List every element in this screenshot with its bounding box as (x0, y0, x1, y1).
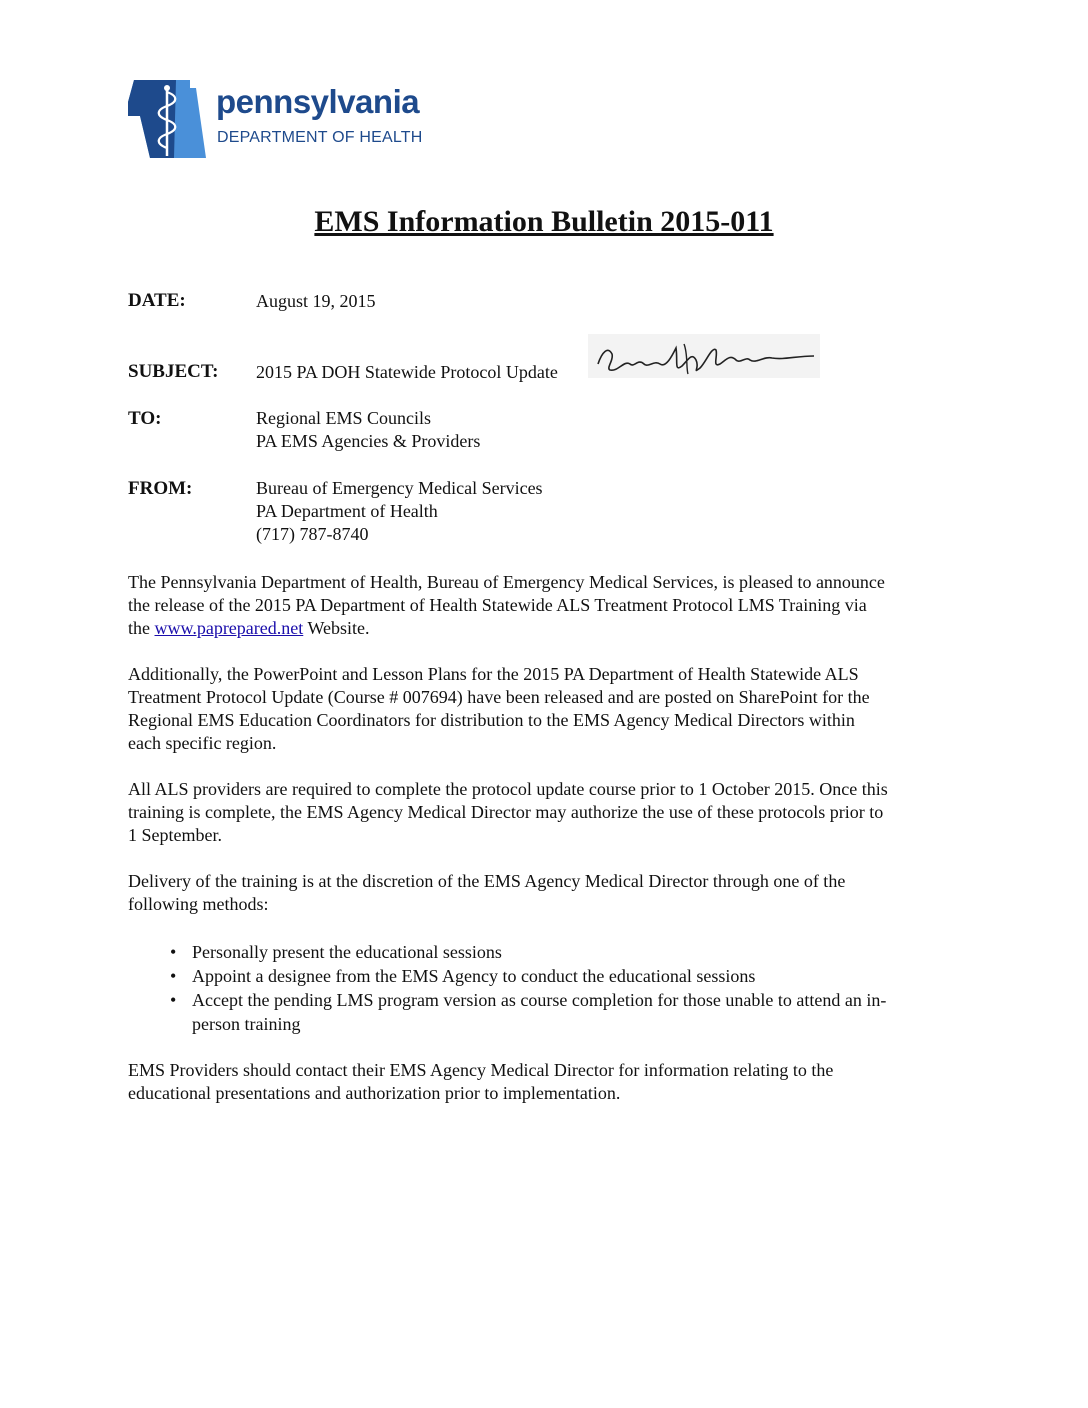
signature (588, 334, 820, 378)
to-line: Regional EMS Councils (256, 408, 431, 428)
to-label: TO: (128, 408, 162, 429)
from-phone: (717) 787-8740 (256, 524, 369, 544)
list-item (128, 964, 968, 988)
paragraph-contact (128, 1059, 968, 1105)
list-item-text: Appoint a designee from the EMS Agency to conduct the educational sessions (192, 966, 756, 986)
text-line: Regional EMS Education Coordinators for distribution to the EMS Agency Medical Directors within (128, 710, 855, 730)
date-value: August 19, 2015 (256, 291, 376, 311)
text-line: EMS Providers should contact their EMS Agency Medical Director for information relating to the (128, 1060, 834, 1080)
bulletin-title: EMS Information Bulletin 2015-011 (314, 205, 774, 238)
text-line: All ALS providers are required to complete the protocol update course prior to 1 October 2015. Once this (128, 779, 888, 799)
paragraph-announcement (128, 571, 968, 640)
text-line: each specific region. (128, 733, 277, 753)
text-line: the release of the 2015 PA Department of Health Statewide ALS Treatment Protocol LMS Training via (128, 595, 867, 615)
text-line: following methods: (128, 894, 269, 914)
subject-label: SUBJECT: (128, 361, 219, 382)
text-line (128, 617, 968, 640)
paragraph-powerpoint (128, 663, 968, 755)
methods-list (128, 940, 968, 1036)
text-line: Treatment Protocol Update (Course # 007694) have been released and are posted on SharePoint for the (128, 687, 870, 707)
text-span: the (128, 618, 150, 638)
list-item-text: person training (192, 1014, 301, 1034)
to-line: PA EMS Agencies & Providers (256, 431, 481, 451)
text-line: training is complete, the EMS Agency Medical Director may authorize the use of these protocols prior to (128, 802, 884, 822)
list-item-text: Accept the pending LMS program version as course completion for those unable to attend an in- (192, 990, 887, 1010)
logo-department: DEPARTMENT OF HEALTH (217, 129, 423, 146)
text-line: educational presentations and authorization prior to implementation. (128, 1083, 621, 1103)
from-sender (256, 477, 543, 546)
text-line: Additionally, the PowerPoint and Lesson Plans for the 2015 PA Department of Health Statewide ALS (128, 664, 859, 684)
bullet-icon: • (170, 942, 177, 962)
text-line: 1 September. (128, 825, 222, 845)
paprepared-link[interactable]: www.paprepared.net (154, 618, 304, 638)
pa-doh-logo (126, 78, 456, 160)
logo-wordmark: pennsylvania (216, 83, 420, 120)
from-line: PA Department of Health (256, 501, 438, 521)
text-span: Website. (307, 618, 370, 638)
list-item (128, 988, 968, 1036)
bullet-icon: • (170, 966, 177, 986)
list-item-text: Personally present the educational sessions (192, 942, 502, 962)
to-recipients (256, 407, 480, 453)
paragraph-delivery (128, 870, 968, 916)
paragraph-requirement (128, 778, 968, 847)
date-label: DATE: (128, 290, 186, 311)
from-label: FROM: (128, 478, 193, 499)
text-line: The Pennsylvania Department of Health, Bureau of Emergency Medical Services, is pleased to announce (128, 572, 885, 592)
keystone-caduceus-icon (126, 78, 208, 160)
from-line: Bureau of Emergency Medical Services (256, 478, 543, 498)
list-item (128, 940, 968, 964)
bullet-icon: • (170, 990, 177, 1010)
subject-value: 2015 PA DOH Statewide Protocol Update (256, 362, 558, 382)
text-line: Delivery of the training is at the discretion of the EMS Agency Medical Director through one of the (128, 871, 846, 891)
